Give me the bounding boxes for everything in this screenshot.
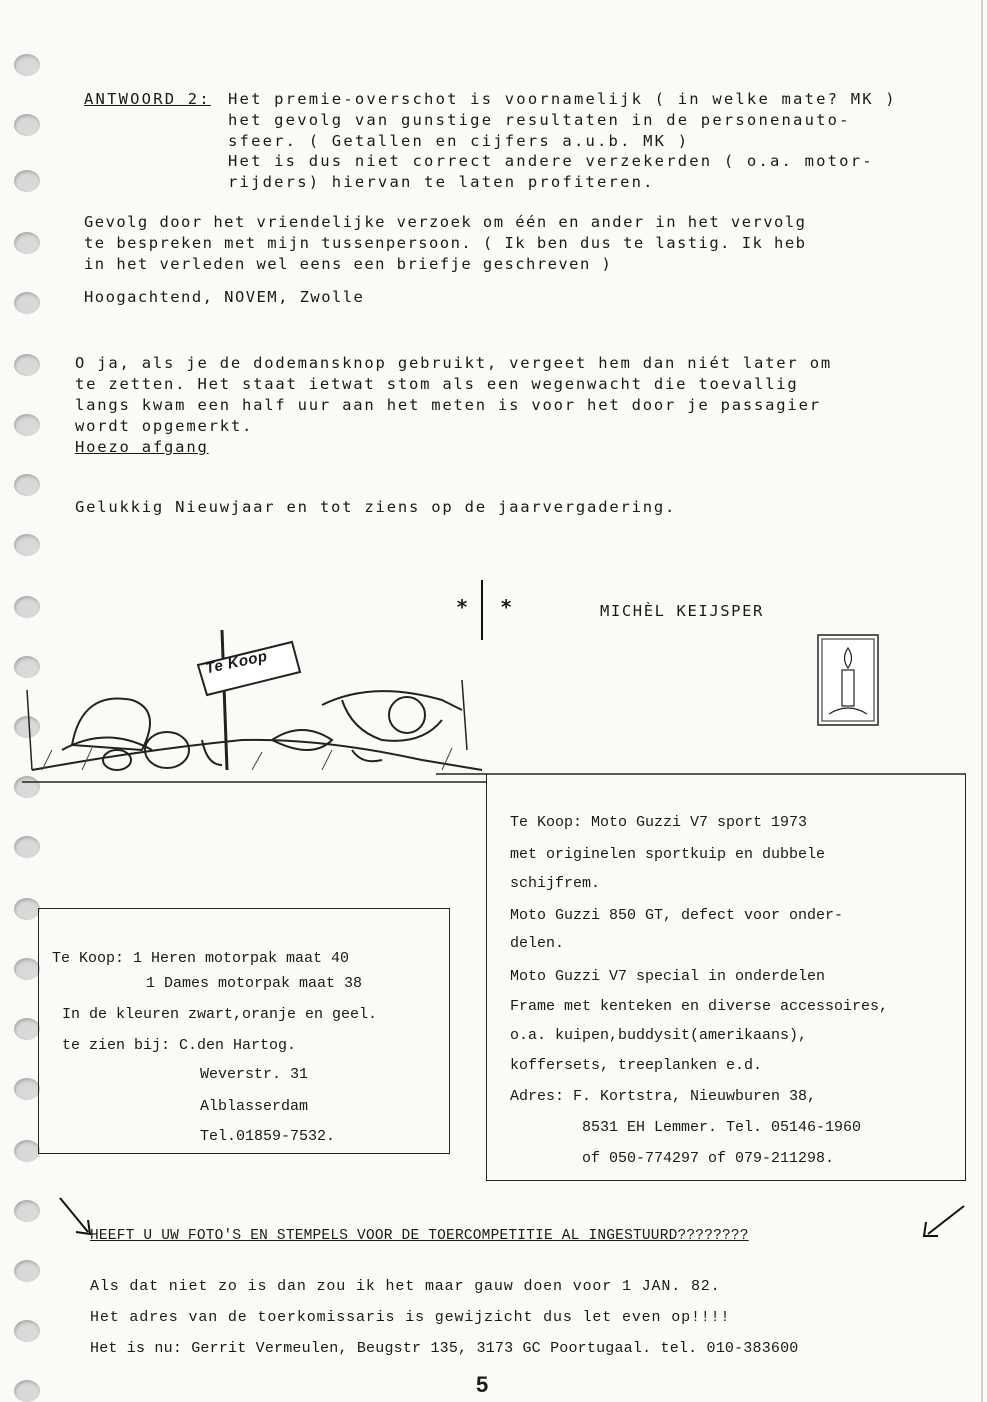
- footer-line: Het adres van de toerkomissaris is gewijzicht dus let even op!!!!: [90, 1309, 731, 1326]
- ad-right-line: delen.: [510, 935, 565, 952]
- ad-right-line: Adres: F. Kortstra, Nieuwburen 38,: [510, 1088, 817, 1105]
- binder-hole: [14, 958, 40, 980]
- stars: * *: [456, 595, 523, 619]
- ad-left-line: 1 Dames motorpak maat 38: [146, 975, 363, 992]
- binder-hole: [14, 170, 40, 192]
- arrow-down-left-icon: [920, 1204, 966, 1240]
- footer-line: Het is nu: Gerrit Vermeulen, Beugstr 135, 3173 GC Poortugaal. tel. 010-383600: [90, 1340, 799, 1357]
- binder-hole: [14, 114, 40, 136]
- antwoord-line: Het is dus niet correct andere verzekerden ( o.a. motor-: [228, 152, 874, 170]
- candle-illustration: [817, 634, 879, 726]
- binder-hole: [14, 596, 40, 618]
- hoezo-afgang: Hoezo afgang: [75, 438, 209, 456]
- footer-headline: HEEFT U UW FOTO'S EN STEMPELS VOOR DE TOERCOMPETITIE AL INGESTUURD????????: [90, 1228, 749, 1244]
- binder-hole: [14, 898, 40, 920]
- binder-hole: [14, 292, 40, 314]
- ad-right-line: Frame met kenteken en diverse accessoires,: [510, 998, 889, 1015]
- ad-box-right-top-edge: [436, 772, 966, 776]
- page-edge: [981, 0, 983, 1402]
- binder-hole: [14, 1260, 40, 1282]
- binder-hole: [14, 232, 40, 254]
- page-number: 5: [476, 1372, 489, 1397]
- binder-hole: [14, 1018, 40, 1040]
- gevolg-line: in het verleden wel eens een briefje geschreven ): [84, 255, 613, 273]
- oja-line: O ja, als je de dodemansknop gebruikt, vergeet hem dan niét later om: [75, 354, 832, 372]
- ad-left-line: te zien bij: C.den Hartog.: [62, 1037, 297, 1054]
- ad-left-line: In de kleuren zwart,oranje en geel.: [62, 1006, 378, 1023]
- ad-right-line: of 050-774297 of 079-211298.: [582, 1150, 835, 1167]
- ad-right-line: met originelen sportkuip en dubbele: [510, 846, 826, 863]
- binder-hole: [14, 474, 40, 496]
- binder-hole: [14, 414, 40, 436]
- binder-hole: [14, 534, 40, 556]
- oja-line: wordt opgemerkt.: [75, 417, 254, 435]
- gevolg-line: te bespreken met mijn tussenpersoon. ( Ik ben dus te lastig. Ik heb: [84, 234, 807, 252]
- te-koop-sign: Te Koop: [203, 647, 270, 678]
- ad-left-line: Alblasserdam: [200, 1098, 309, 1115]
- ad-right-line: koffersets, treeplanken e.d.: [510, 1057, 763, 1074]
- antwoord-line: sfeer. ( Getallen en cijfers a.u.b. MK ): [228, 132, 690, 150]
- gevolg-line: Gevolg door het vriendelijke verzoek om één en ander in het vervolg: [84, 213, 807, 231]
- ad-right-line: o.a. kuipen,buddysit(amerikaans),: [510, 1027, 808, 1044]
- ad-left-line: Weverstr. 31: [200, 1066, 309, 1083]
- signoff: Hoogachtend, NOVEM, Zwolle: [84, 288, 365, 306]
- binder-hole: [14, 1078, 40, 1100]
- ad-left-line: Te Koop: 1 Heren motorpak maat 40: [52, 950, 350, 967]
- ad-right-line: Moto Guzzi 850 GT, defect voor onder-: [510, 907, 844, 924]
- binder-hole: [14, 1380, 40, 1402]
- footer-line: Als dat niet zo is dan zou ik het maar gauw doen voor 1 JAN. 82.: [90, 1278, 721, 1295]
- binder-hole: [14, 54, 40, 76]
- oja-line: langs kwam een half uur aan het meten is voor het door je passagier: [75, 396, 821, 414]
- ad-right-line: 8531 EH Lemmer. Tel. 05146-1960: [582, 1119, 862, 1136]
- antwoord-label: ANTWOORD 2:: [84, 90, 211, 108]
- arrow-down-right-icon: [58, 1196, 94, 1238]
- binder-hole: [14, 1320, 40, 1342]
- oja-line: te zetten. Het staat ietwat stom als een wegenwacht die toevallig: [75, 375, 799, 393]
- author-name: MICHÈL KEIJSPER: [600, 602, 764, 620]
- te-koop-illustration: [22, 620, 492, 790]
- binder-hole: [14, 1200, 40, 1222]
- nieuwjaar-line: Gelukkig Nieuwjaar en tot ziens op de jaarvergadering.: [75, 498, 677, 516]
- ad-right-line: schijfrem.: [510, 875, 601, 892]
- binder-hole: [14, 836, 40, 858]
- ad-right-line: Moto Guzzi V7 special in onderdelen: [510, 968, 826, 985]
- binder-hole: [14, 1140, 40, 1162]
- antwoord-line: rijders) hiervan te laten profiteren.: [228, 173, 655, 191]
- antwoord-line: het gevolg van gunstige resultaten in de personenauto-: [228, 111, 851, 129]
- ad-left-line: Tel.01859-7532.: [200, 1128, 336, 1145]
- antwoord-line: Het premie-overschot is voornamelijk ( in welke mate? MK ): [228, 90, 897, 108]
- ad-right-line: Te Koop: Moto Guzzi V7 sport 1973: [510, 814, 808, 831]
- binder-hole: [14, 354, 40, 376]
